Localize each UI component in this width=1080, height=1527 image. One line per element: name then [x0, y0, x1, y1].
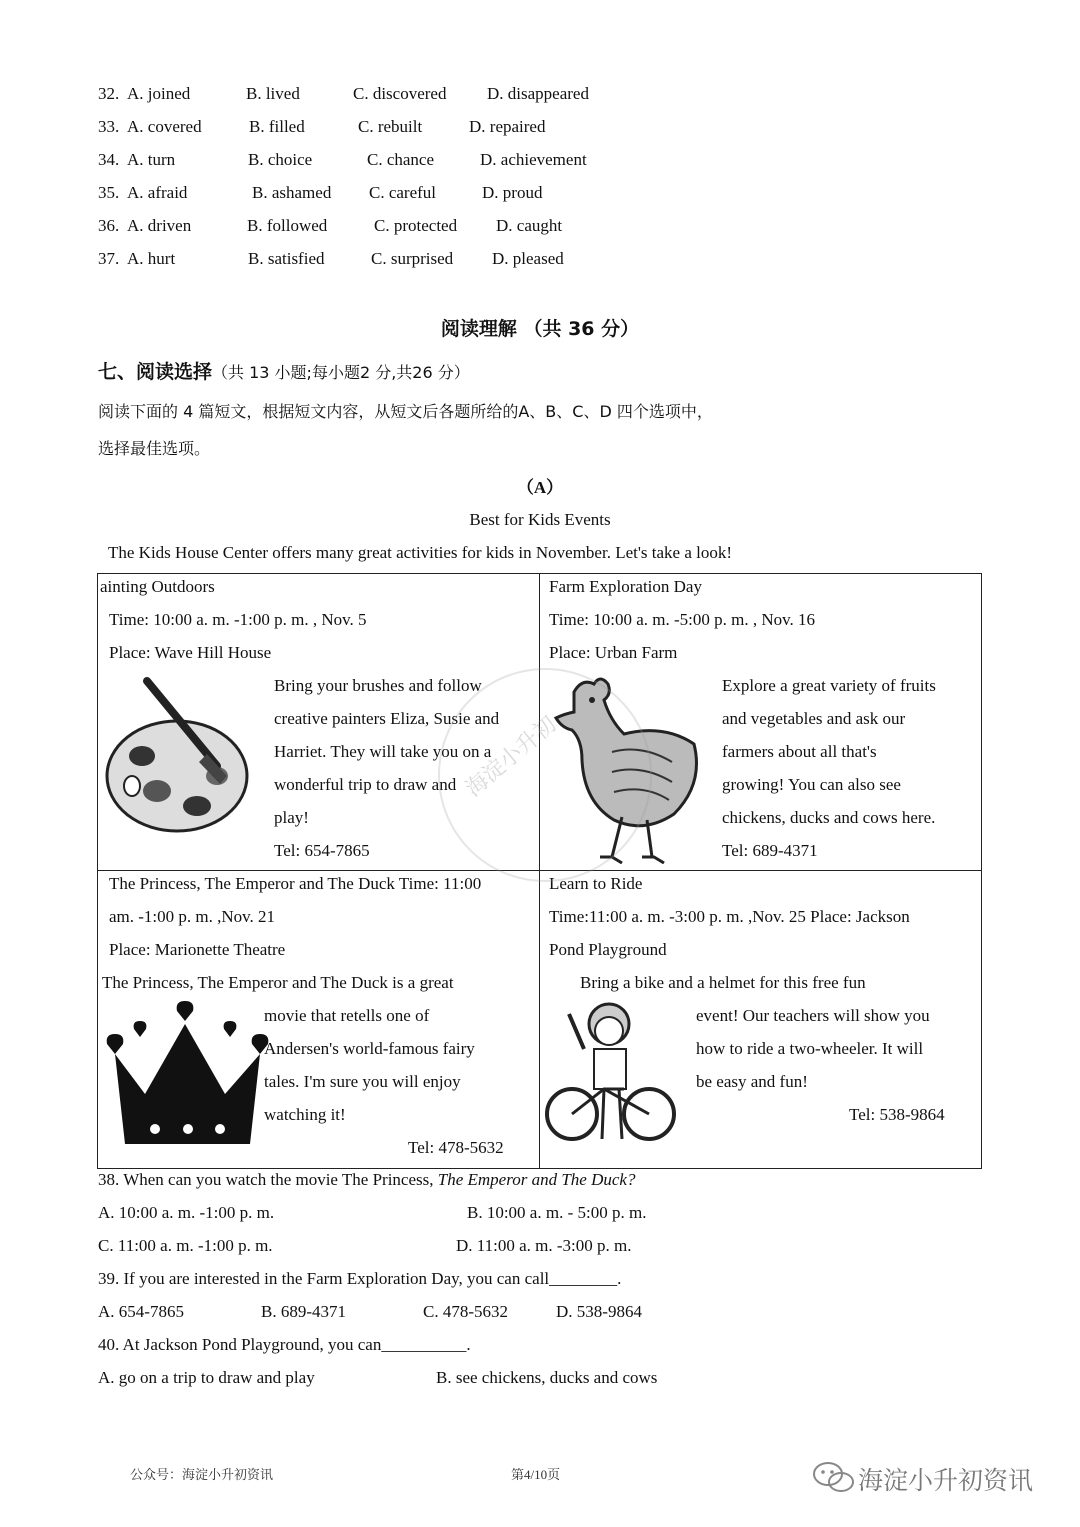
- event-title: ainting Outdoors: [100, 577, 215, 596]
- option-d: D. pleased: [492, 249, 564, 268]
- event-desc: be easy and fun!: [696, 1072, 808, 1091]
- event-desc: Andersen's world-famous fairy: [264, 1039, 475, 1058]
- event-desc: chickens, ducks and cows here.: [722, 808, 936, 827]
- event-desc: watching it!: [264, 1105, 346, 1124]
- option-d: D. disappeared: [487, 84, 589, 103]
- crown-icon: [100, 999, 275, 1149]
- event-tel: Tel: 689-4371: [722, 841, 818, 860]
- option-b: B. followed: [247, 216, 328, 235]
- footer-account: 公众号：海淀小升初资讯: [130, 1468, 274, 1483]
- passage-intro: The Kids House Center offers many great activities for kids in November. Let's take a look!: [108, 543, 733, 562]
- event-place: Place: Wave Hill House: [109, 643, 272, 662]
- event-time: Time: 10:00 a. m. -5:00 p. m. , Nov. 16: [549, 610, 816, 629]
- option-b: B. ashamed: [252, 183, 332, 202]
- q38-option-d: D. 11:00 a. m. -3:00 p. m.: [456, 1236, 632, 1255]
- option-d: D. caught: [496, 216, 563, 235]
- q38-option-b: B. 10:00 a. m. - 5:00 p. m.: [467, 1203, 647, 1222]
- event-place: Place: Marionette Theatre: [109, 940, 286, 959]
- event-desc: and vegetables and ask our: [722, 709, 906, 728]
- option-a: A. hurt: [127, 249, 176, 268]
- q40-option-b: B. see chickens, ducks and cows: [436, 1368, 658, 1387]
- event-desc: tales. I'm sure you will enjoy: [264, 1072, 461, 1091]
- option-num: 34.: [98, 150, 120, 169]
- event-desc: farmers about all that's: [722, 742, 877, 761]
- event-tel: Tel: 538-9864: [849, 1105, 945, 1124]
- option-d: D. achievement: [480, 150, 587, 169]
- event-desc: creative painters Eliza, Susie and: [274, 709, 500, 728]
- palette-brush-icon: [102, 676, 262, 846]
- event-princess: [98, 871, 540, 1169]
- event-place: Place: Urban Farm: [549, 643, 678, 662]
- passage-label: （A）: [516, 478, 564, 497]
- footer-page-number: 第4/10页: [511, 1467, 561, 1482]
- event-desc: play!: [274, 808, 309, 827]
- subsection-title: 七、阅读选择: [98, 361, 213, 383]
- option-d: D. proud: [482, 183, 543, 202]
- q39-option-d: D. 538-9864: [556, 1302, 642, 1321]
- passage-title: Best for Kids Events: [469, 510, 611, 529]
- event-desc: event! Our teachers will show you: [696, 1006, 930, 1025]
- option-a: A. turn: [127, 150, 176, 169]
- subsection-heading: [98, 357, 470, 384]
- event-title: Farm Exploration Day: [549, 577, 702, 596]
- event-desc: Explore a great variety of fruits: [722, 676, 936, 695]
- event-desc: Bring a bike and a helmet for this free fun: [580, 973, 866, 992]
- event-ride: [540, 871, 982, 1169]
- section-title: 阅读理解 （共 36 分）: [440, 318, 640, 340]
- option-num: 32.: [98, 84, 120, 103]
- q39-option-b: B. 689-4371: [261, 1302, 346, 1321]
- wechat-icon: [812, 1460, 856, 1496]
- question-39: 39. If you are interested in the Farm Exploration Day, you can call________.: [98, 1269, 622, 1288]
- instructions-line2: 选择最佳选项。: [98, 439, 211, 458]
- q38-option-c: C. 11:00 a. m. -1:00 p. m.: [98, 1236, 273, 1255]
- q40-option-a: A. go on a trip to draw and play: [98, 1368, 315, 1387]
- option-a: A. driven: [127, 216, 192, 235]
- option-c: C. protected: [374, 216, 458, 235]
- option-num: 33.: [98, 117, 120, 136]
- event-time: am. -1:00 p. m. ,Nov. 21: [109, 907, 276, 926]
- option-c: C. discovered: [353, 84, 447, 103]
- event-desc: The Princess, The Emperor and The Duck is a great: [102, 973, 454, 992]
- event-title: Learn to Ride: [549, 874, 643, 893]
- event-title: The Princess, The Emperor and The Duck Time: 11:00: [109, 874, 482, 893]
- option-c: C. chance: [367, 150, 435, 169]
- option-b: B. satisfied: [248, 249, 325, 268]
- option-c: C. careful: [369, 183, 437, 202]
- question-stem-italic: The Emperor and The Duck?: [437, 1170, 636, 1189]
- option-b: B. lived: [246, 84, 300, 103]
- option-a: A. afraid: [127, 183, 188, 202]
- option-b: B. filled: [249, 117, 305, 136]
- option-a: A. joined: [127, 84, 191, 103]
- footer-brand: 海淀小升初资讯: [858, 1466, 1034, 1495]
- option-num: 37.: [98, 249, 120, 268]
- option-num: 35.: [98, 183, 120, 202]
- q39-option-a: A. 654-7865: [98, 1302, 184, 1321]
- option-b: B. choice: [248, 150, 313, 169]
- event-time: Time:11:00 a. m. -3:00 p. m. ,Nov. 25 Place: Jackson: [549, 907, 910, 926]
- instructions-line1: 阅读下面的 4 篇短文，根据短文内容，从短文后各题所给的A、B、C、D 四个选项中，: [98, 402, 713, 421]
- event-desc: wonderful trip to draw and: [274, 775, 457, 794]
- event-desc: Harriet. They will take you on a: [274, 742, 492, 761]
- event-desc: growing! You can also see: [722, 775, 901, 794]
- event-desc: how to ride a two-wheeler. It will: [696, 1039, 924, 1058]
- option-c: C. surprised: [371, 249, 454, 268]
- subsection-note: （共 13 小题;每小题2 分,共26 分）: [212, 363, 470, 382]
- question-38: [98, 1170, 635, 1190]
- event-tel: Tel: 478-5632: [408, 1138, 504, 1157]
- option-a: A. covered: [127, 117, 202, 136]
- kid-bike-icon: [544, 999, 679, 1149]
- event-desc: movie that retells one of: [264, 1006, 430, 1025]
- event-tel: Tel: 654-7865: [274, 841, 370, 860]
- q38-option-a: A. 10:00 a. m. -1:00 p. m.: [98, 1203, 275, 1222]
- option-d: D. repaired: [469, 117, 546, 136]
- watermark-text: 海淀小升初: [461, 712, 562, 802]
- option-c: C. rebuilt: [358, 117, 423, 136]
- q39-option-c: C. 478-5632: [423, 1302, 508, 1321]
- option-num: 36.: [98, 216, 120, 235]
- event-time: Time: 10:00 a. m. -1:00 p. m. , Nov. 5: [109, 610, 367, 629]
- event-desc: Bring your brushes and follow: [274, 676, 482, 695]
- event-place: Pond Playground: [549, 940, 667, 959]
- question-stem: 38. When can you watch the movie The Princess,: [98, 1170, 438, 1189]
- question-40: 40. At Jackson Pond Playground, you can__________.: [98, 1335, 471, 1354]
